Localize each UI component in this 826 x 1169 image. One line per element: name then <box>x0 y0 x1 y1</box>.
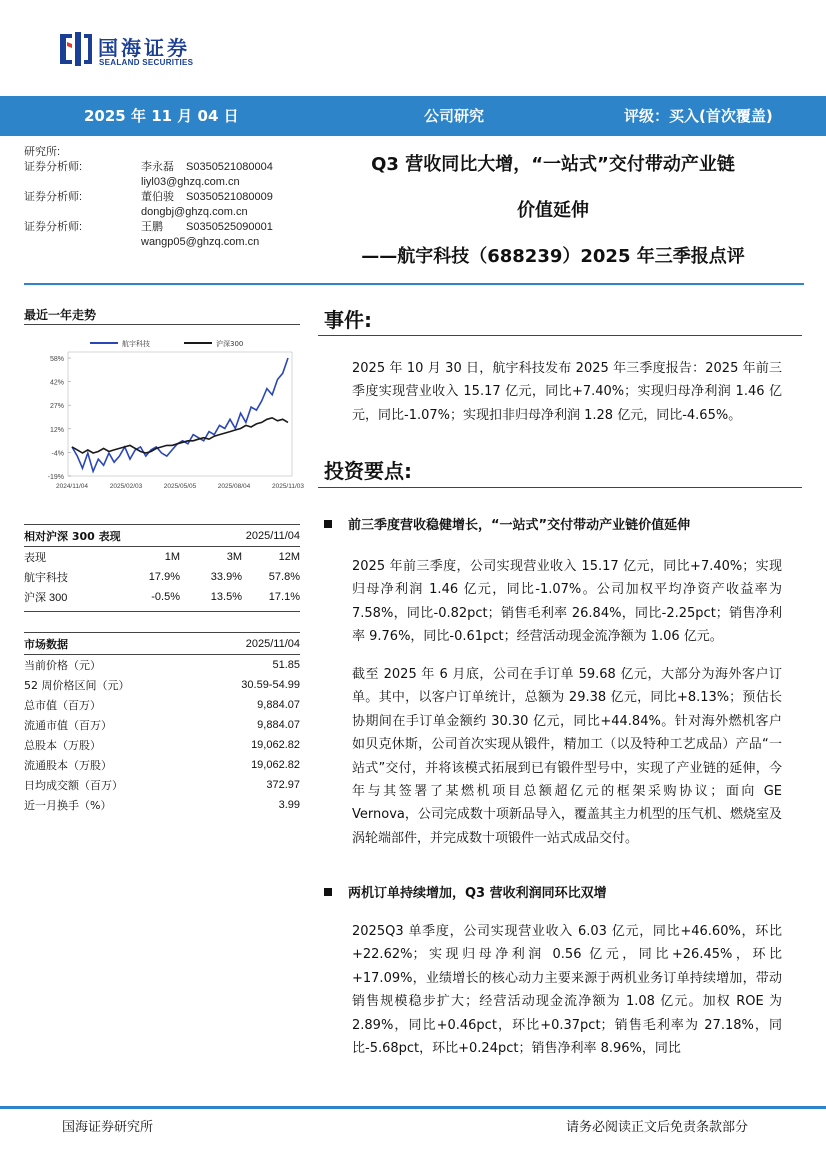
logo-en-text: SEALAND SECURITIES <box>99 58 194 67</box>
analyst-role: 证券分析师: <box>24 191 83 203</box>
bullet-square-icon <box>324 520 332 528</box>
table-row <box>24 587 300 607</box>
market-value: 9,884.07 <box>257 699 300 711</box>
market-value: 19,062.82 <box>251 739 300 751</box>
section-1-paragraph-2: 截至 2025 年 6 月底，公司在手订单 59.68 亿元，大部分为海外客户订单。其中，以客户订单统计，总额为 29.38 亿元，同比+8.13%；预估长协期间在手订单金额约 30.30 亿元，同比+44.84%。针对海外燃机客户如贝克休斯，公司首次实现从锻件，精加工（以及特种工艺成品）产品“一站式”交付，并将该模式拓展到已有锻件型号中，实现了产业链的延伸，今年与其签署了某燃机项目总额超亿元的框架采购协议；面向 GE Vernova，公司完成数十项新品导入，覆盖其主力机型的压气机、燃烧室及涡轮端部件，并完成数十项锻件一站式成品交付。 <box>352 667 782 846</box>
chart-series <box>72 358 288 471</box>
bullet-square-icon <box>324 888 332 896</box>
market-label: 近一月换手（%） <box>24 799 112 812</box>
analyst-email[interactable]: dongbj@ghzq.com.cn <box>141 206 248 218</box>
table-cell: 17.1% <box>268 591 300 603</box>
market-value: 9,884.07 <box>257 719 300 731</box>
market-value: 30.59-54.99 <box>241 679 300 691</box>
market-value: 3.99 <box>278 799 300 811</box>
section-title: 前三季度营收稳健增长，“一站式”交付带动产业链价值延伸 <box>348 518 691 533</box>
x-tick-label: 2025/05/05 <box>163 483 197 490</box>
section-heading-1 <box>324 514 690 533</box>
perf-date: 2025/11/04 <box>245 530 300 542</box>
plot-frame <box>68 352 292 476</box>
y-tick-label: 27% <box>49 403 64 411</box>
section-1-paragraph-1: 2025 年前三季度，公司实现营业收入 15.17 亿元，同比+7.40%；实现归母净利润 1.46 亿元，同比-1.07%。公司加权平均净资产收益率为 7.58%，同比-0.82pct；销售毛利率 26.84%，同比-2.25pct；销售净利率 9.76%，同比-0.61pct；经营活动现金流净额为 1.06 亿元。 <box>352 559 782 645</box>
market-data-table <box>24 634 300 815</box>
y-tick-label: -4% <box>51 450 64 458</box>
series-line <box>72 418 288 453</box>
column-header: 表现 <box>24 552 46 564</box>
footer-institute: 国海证券研究所 <box>62 1120 154 1135</box>
report-date: 2025 年 11 月 04 日 <box>84 107 239 125</box>
trend-label: 最近一年走势 <box>24 308 97 322</box>
rating: 评级：买入(首次覆盖) <box>624 107 773 125</box>
analyst-role: 研究所: <box>24 146 61 158</box>
market-value: 19,062.82 <box>251 759 300 771</box>
section-title: 两机订单持续增加，Q3 营收利润同环比双增 <box>348 886 607 901</box>
trend-chart <box>24 332 305 494</box>
analyst-name: 王鹏 <box>141 221 163 233</box>
table-row <box>24 634 300 655</box>
x-tick-label: 2025/11/03 <box>271 483 305 490</box>
table-row <box>24 526 300 547</box>
market-label: 日均成交额（百万） <box>24 779 123 792</box>
analyst-row <box>24 190 314 205</box>
market-label: 流通股本（万股） <box>24 759 112 772</box>
market-title: 市场数据 <box>24 638 68 651</box>
table-row <box>24 795 300 815</box>
analyst-name: 董伯骏 <box>141 191 174 203</box>
title-divider <box>24 283 804 285</box>
table-cell: 57.8% <box>268 571 300 583</box>
market-value: 51.85 <box>272 659 300 671</box>
column-header: 1M <box>164 551 180 563</box>
table-header-row <box>24 547 300 568</box>
trend-chart-svg <box>24 332 305 494</box>
y-tick-label: -19% <box>47 474 64 481</box>
table-cell: 17.9% <box>148 571 180 583</box>
table-cell: 沪深 300 <box>24 592 68 604</box>
y-tick-label: 42% <box>49 379 64 387</box>
series-line <box>72 358 288 471</box>
table-row <box>24 715 300 735</box>
market-label: 总股本（万股） <box>24 739 101 752</box>
footer-disclaimer[interactable]: 请务必阅读正文后免责条款部分 <box>566 1120 749 1135</box>
table-row <box>24 567 300 587</box>
company-logo <box>58 30 218 70</box>
analyst-cert: S0350521080009 <box>186 191 273 203</box>
table-row <box>24 655 300 676</box>
analyst-block <box>24 145 314 250</box>
market-label: 总市值（百万） <box>24 699 101 712</box>
table-cell: 33.9% <box>210 571 242 583</box>
market-top-divider <box>24 632 300 633</box>
table-row <box>24 735 300 755</box>
report-type: 公司研究 <box>424 107 485 125</box>
analyst-name: 李永磊 <box>141 161 174 173</box>
column-header: 3M <box>226 551 242 563</box>
event-divider <box>318 335 802 336</box>
legend-label: 航宇科技 <box>122 340 150 348</box>
title-line-3: ——航宇科技（688239）2025 年三季报点评 <box>361 246 745 267</box>
market-label: 流通市值（百万） <box>24 719 112 732</box>
y-tick-label: 12% <box>49 426 64 434</box>
analyst-email-row <box>24 235 314 250</box>
analyst-cert: S0350521080004 <box>186 161 273 173</box>
analyst-role: 证券分析师: <box>24 161 83 173</box>
x-tick-label: 2025/08/04 <box>217 483 251 490</box>
chart-axes <box>48 352 305 490</box>
logo-cn-text: 国海证券 <box>98 36 190 60</box>
performance-table <box>24 526 300 607</box>
title-line-2: 价值延伸 <box>517 200 589 221</box>
x-tick-label: 2024/11/04 <box>55 483 89 490</box>
analyst-email[interactable]: wangp05@ghzq.com.cn <box>141 236 260 248</box>
market-label: 52 周价格区间（元） <box>24 679 130 692</box>
analyst-row <box>24 145 314 160</box>
column-header: 12M <box>278 551 300 563</box>
invest-heading: 投资要点: <box>324 459 412 483</box>
title-line-1: Q3 营收同比大增，“一站式”交付带动产业链 <box>371 154 735 175</box>
sealand-logo-icon <box>58 30 94 68</box>
event-heading: 事件: <box>324 308 372 332</box>
market-value: 372.97 <box>266 779 300 791</box>
table-cell: 13.5% <box>210 591 242 603</box>
trend-divider <box>24 324 300 325</box>
analyst-email-row <box>24 175 314 190</box>
report-title <box>318 150 788 288</box>
perf-title: 相对沪深 300 表现 <box>24 530 121 543</box>
legend-label: 沪深300 <box>216 340 244 348</box>
analyst-cert: S0350525090001 <box>186 221 273 233</box>
footer-rule <box>0 1106 826 1109</box>
analyst-role: 证券分析师: <box>24 221 83 233</box>
section-2-paragraph-1: 2025Q3 单季度，公司实现营业收入 6.03 亿元，同比+46.60%，环比+22.62%；实现归母净利润 0.56 亿元，同比+26.45%，环比+17.09%，业绩增长的核心动力主要来源于两机业务订单持续增加，带动销售规模稳步扩大；经营活动现金流净额为 1.08 亿元。加权 ROE 为 2.89%，同比+0.46pct，环比+0.37pct；销售毛利率为 27.18%，同比-5.68pct，环比+0.24pct；销售净利率 8.96%，同比 <box>352 924 782 1057</box>
table-cell: -0.5% <box>151 591 180 603</box>
section-heading-2 <box>324 882 607 901</box>
table-cell: 航宇科技 <box>24 572 68 584</box>
header-banner <box>0 96 826 136</box>
analyst-row <box>24 220 314 235</box>
table-row <box>24 775 300 795</box>
table-row <box>24 755 300 775</box>
table-row <box>24 695 300 715</box>
table-row <box>24 675 300 695</box>
perf-bottom-divider <box>24 611 300 612</box>
perf-top-divider <box>24 524 300 525</box>
analyst-email[interactable]: liyl03@ghzq.com.cn <box>141 176 240 188</box>
chart-legend <box>90 339 243 348</box>
invest-divider <box>318 487 802 488</box>
event-paragraph: 2025 年 10 月 30 日，航宇科技发布 2025 年三季度报告：2025 年前三季度实现营业收入 15.17 亿元，同比+7.40%；实现归母净利润 1.46 亿元，同比-1.07%；实现扣非归母净利润 1.28 亿元，同比-4.65%。 <box>352 361 782 423</box>
y-tick-label: 58% <box>49 356 64 363</box>
analyst-email-row <box>24 205 314 220</box>
analyst-row <box>24 160 314 175</box>
market-label: 当前价格（元） <box>24 659 101 672</box>
market-date: 2025/11/04 <box>245 638 300 650</box>
x-tick-label: 2025/02/03 <box>109 483 143 490</box>
